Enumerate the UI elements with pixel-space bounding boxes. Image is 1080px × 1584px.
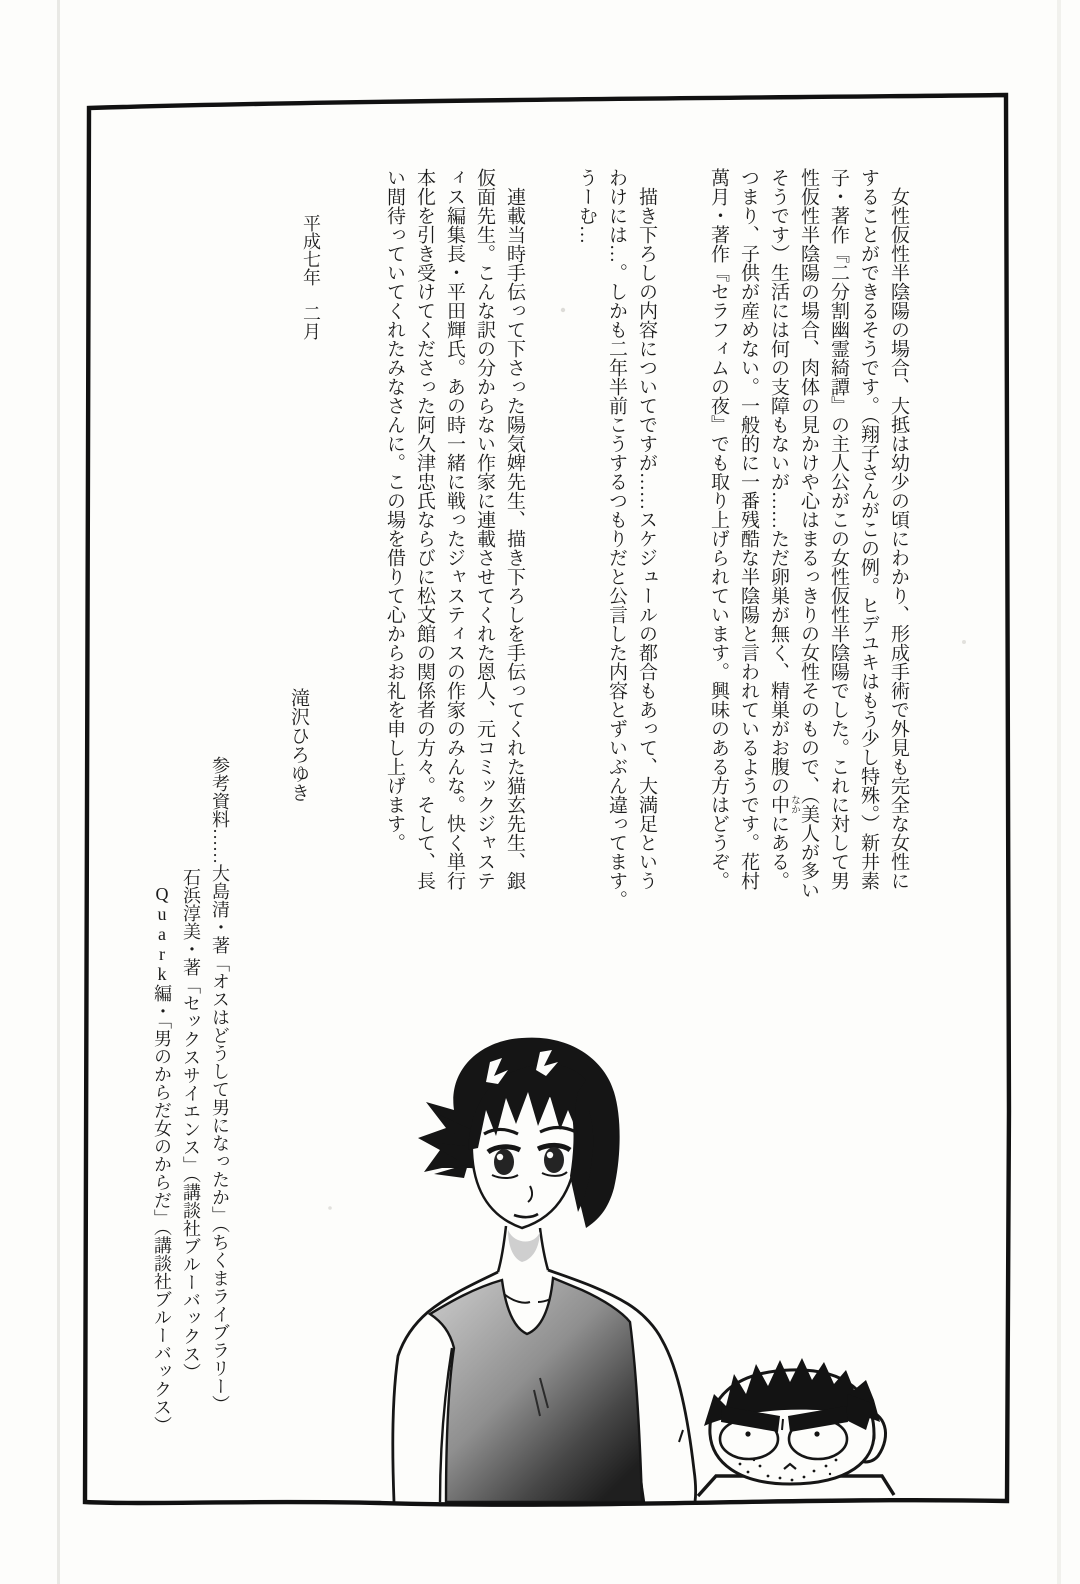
afterword-column: 仮面先生。こんな訳の分からない作家に連載させてくれた恩人、元コミックジャステ — [474, 168, 495, 890]
afterword-column: い間待っていてくれたみなさんに。この場を借りて心からお礼を申し上げます。 — [384, 168, 405, 852]
afterword-column: 萬月・著作『セラフィムの夜』でも取り上げられています。興味のある方はどうぞ。 — [708, 168, 729, 890]
afterword-column: 連載当時手伝って下さった陽気婢先生、描き下ろしを手伝ってくれた猫玄先生、銀 — [504, 187, 525, 890]
reference-item: 石浜淳美・著「セックスサイエンス」（講談社ブルーバックス） — [181, 868, 201, 1381]
afterword-column: することができるそうです。（翔子さんがこの例。ヒデユキはもう少し特殊。）新井素 — [858, 168, 879, 890]
author-signature: 滝沢ひろゆき — [288, 688, 309, 802]
afterword-column: そうです）生活には何の支障もないが……ただ卵巣が無く、精巣がお腹の中にある。 — [768, 168, 789, 890]
afterword-column: わけには…。しかも二年半前こうするつもりだと公言した内容とずいぶん違ってます。 — [606, 168, 627, 909]
afterword-column: うーむ… — [576, 168, 597, 244]
afterword-column: 性仮性半陰陽の場合、肉体の見かけや心はまるっきりの女性そのもので、（美人が多い — [798, 168, 819, 900]
reference-item-text: 編・「男のからだ女のからだ」（講談社ブルーバックス） — [152, 984, 172, 1434]
reference-latin-text: Quark — [152, 884, 172, 984]
afterword-column: 本化を引き受けてくださった阿久津忠氏ならびに松文館の関係者の方々。そして、長 — [414, 168, 435, 890]
afterword-column: ィス編集長・平田輝氏。あの時一緒に戦ったジャスティスの作家のみんな。快く単行 — [444, 168, 465, 890]
afterword-column: 子・著作『二分割幽霊綺譚』の主人公がこの女性仮性半陰陽でした。これに対して男 — [828, 168, 849, 890]
afterword-column: 描き下ろしの内容についてですが……スケジュールの都合もあって、大満足という — [636, 187, 657, 890]
afterword-column: 女性仮性半陰陽の場合、大抵は幼少の頃にわかり、形成手術で外見も完全な女性に — [888, 187, 909, 890]
date-heisei7-february: 平成七年 二月 — [301, 214, 321, 340]
reference-item: 参考資料……大島清・著「オスはどうして男になったか」（ちくまライブラリー） — [210, 756, 230, 1413]
furigana-naka: なか — [789, 795, 799, 814]
afterword-column: つまり、子供が産めない。一般的に一番残酷な半陰陽と言われているようです。花村 — [738, 168, 759, 890]
